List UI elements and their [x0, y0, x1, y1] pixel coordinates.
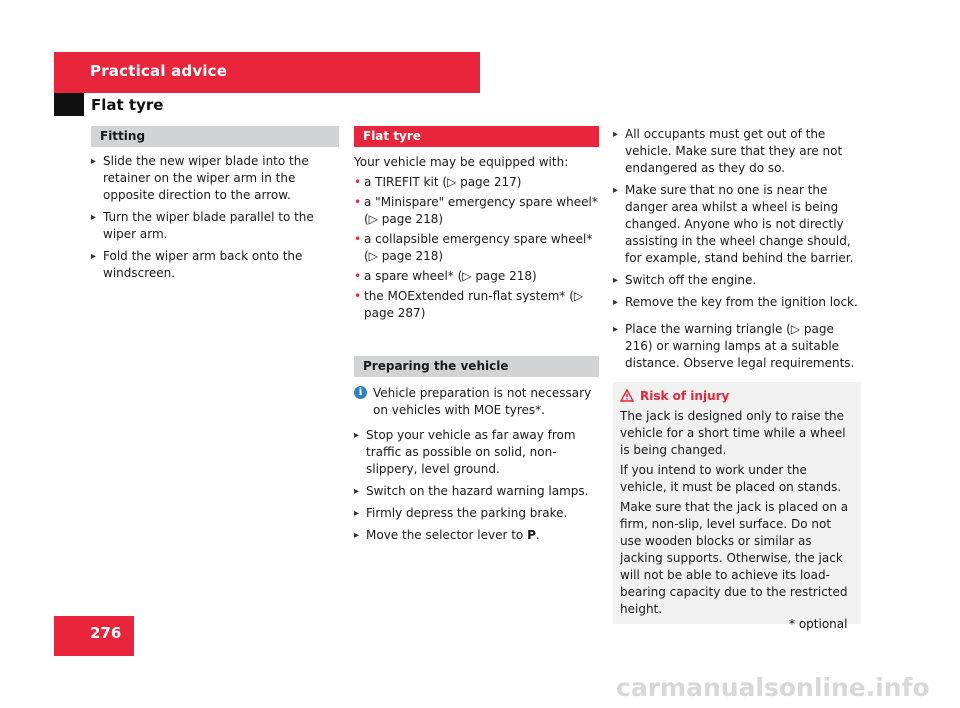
page-number: 276	[90, 624, 122, 642]
safety-step: ▸ All occupants must get out of the vehicle. Make sure that they are not endangered as they do so.	[613, 126, 861, 177]
column-flat-tyre	[354, 126, 599, 544]
optional-footnote: * optional	[789, 617, 848, 631]
page-number-box	[54, 616, 134, 656]
fitting-heading: Fitting	[91, 126, 339, 147]
equipment-item: • the MOExtended run-flat system* (▷ page 287)	[354, 288, 599, 322]
section-header-bar	[54, 52, 480, 93]
fitting-step: ▸ Turn the wiper blade parallel to the wiper arm.	[91, 209, 339, 243]
warning-title: Risk of injury	[640, 389, 730, 403]
preparation-step: ▸ Stop your vehicle as far away from traffic as possible on solid, non-slippery, level ground.	[354, 427, 599, 478]
selector-step-text: Move the selector lever to	[366, 528, 524, 542]
selector-step-end: .	[535, 528, 540, 542]
info-text: Vehicle preparation is not necessary on vehicles with MOE tyres*.	[373, 386, 592, 417]
warning-box	[613, 382, 861, 624]
info-note	[354, 385, 599, 419]
safety-step: ▸ Switch off the engine.	[613, 272, 861, 289]
flat-tyre-heading: Flat tyre	[354, 126, 599, 147]
fitting-step: ▸ Fold the wiper arm back onto the windscreen.	[91, 248, 339, 282]
safety-step: ▸ Place the warning triangle (▷ page 216) or warning lamps at a suitable distance. Observe legal requirements.	[613, 321, 861, 372]
preparation-step: ▸ Firmly depress the parking brake.	[354, 505, 599, 522]
warning-triangle-icon	[620, 389, 634, 402]
section-title: Practical advice	[90, 62, 228, 80]
equipment-item: • a spare wheel* (▷ page 218)	[354, 268, 599, 285]
preparation-step-selector	[354, 527, 599, 544]
equipment-intro: Your vehicle may be equipped with:	[354, 155, 569, 169]
warning-header	[620, 388, 854, 405]
selector-position: P	[527, 528, 536, 542]
warning-paragraph: The jack is designed only to raise the vehicle for a short time while a wheel is being changed.	[620, 409, 846, 457]
subsection-title: Flat tyre	[91, 96, 164, 114]
header-marker-block	[54, 93, 84, 116]
column-fitting	[91, 126, 339, 282]
equipment-item: • a TIREFIT kit (▷ page 217)	[354, 174, 599, 191]
preparing-vehicle-heading: Preparing the vehicle	[354, 356, 599, 377]
fitting-step: ▸ Slide the new wiper blade into the retainer on the wiper arm in the opposite direction to the arrow.	[91, 153, 339, 204]
equipment-item: • a collapsible emergency spare wheel* (▷ page 218)	[354, 231, 599, 265]
watermark: carmanualsonline.info	[616, 673, 930, 702]
preparation-step: ▸ Switch on the hazard warning lamps.	[354, 483, 599, 500]
equipment-item: • a "Minispare" emergency spare wheel* (▷ page 218)	[354, 194, 599, 228]
safety-step: ▸ Remove the key from the ignition lock.	[613, 294, 861, 311]
warning-paragraph: Make sure that the jack is placed on a firm, non-slip, level surface. Do not use wooden blocks or similar as jacking supports. Otherwise, the jack will not be able to achieve its load-bearing capacity due to the restricted height.	[620, 500, 849, 616]
warning-paragraph: If you intend to work under the vehicle, it must be placed on stands.	[620, 463, 842, 494]
column-safety-steps	[613, 126, 861, 624]
safety-step: ▸ Make sure that no one is near the danger area whilst a wheel is being changed. Anyone who is not directly assisting in the wheel change should, for example, stand behind the barrier.	[613, 182, 861, 267]
info-icon: i	[354, 386, 367, 399]
